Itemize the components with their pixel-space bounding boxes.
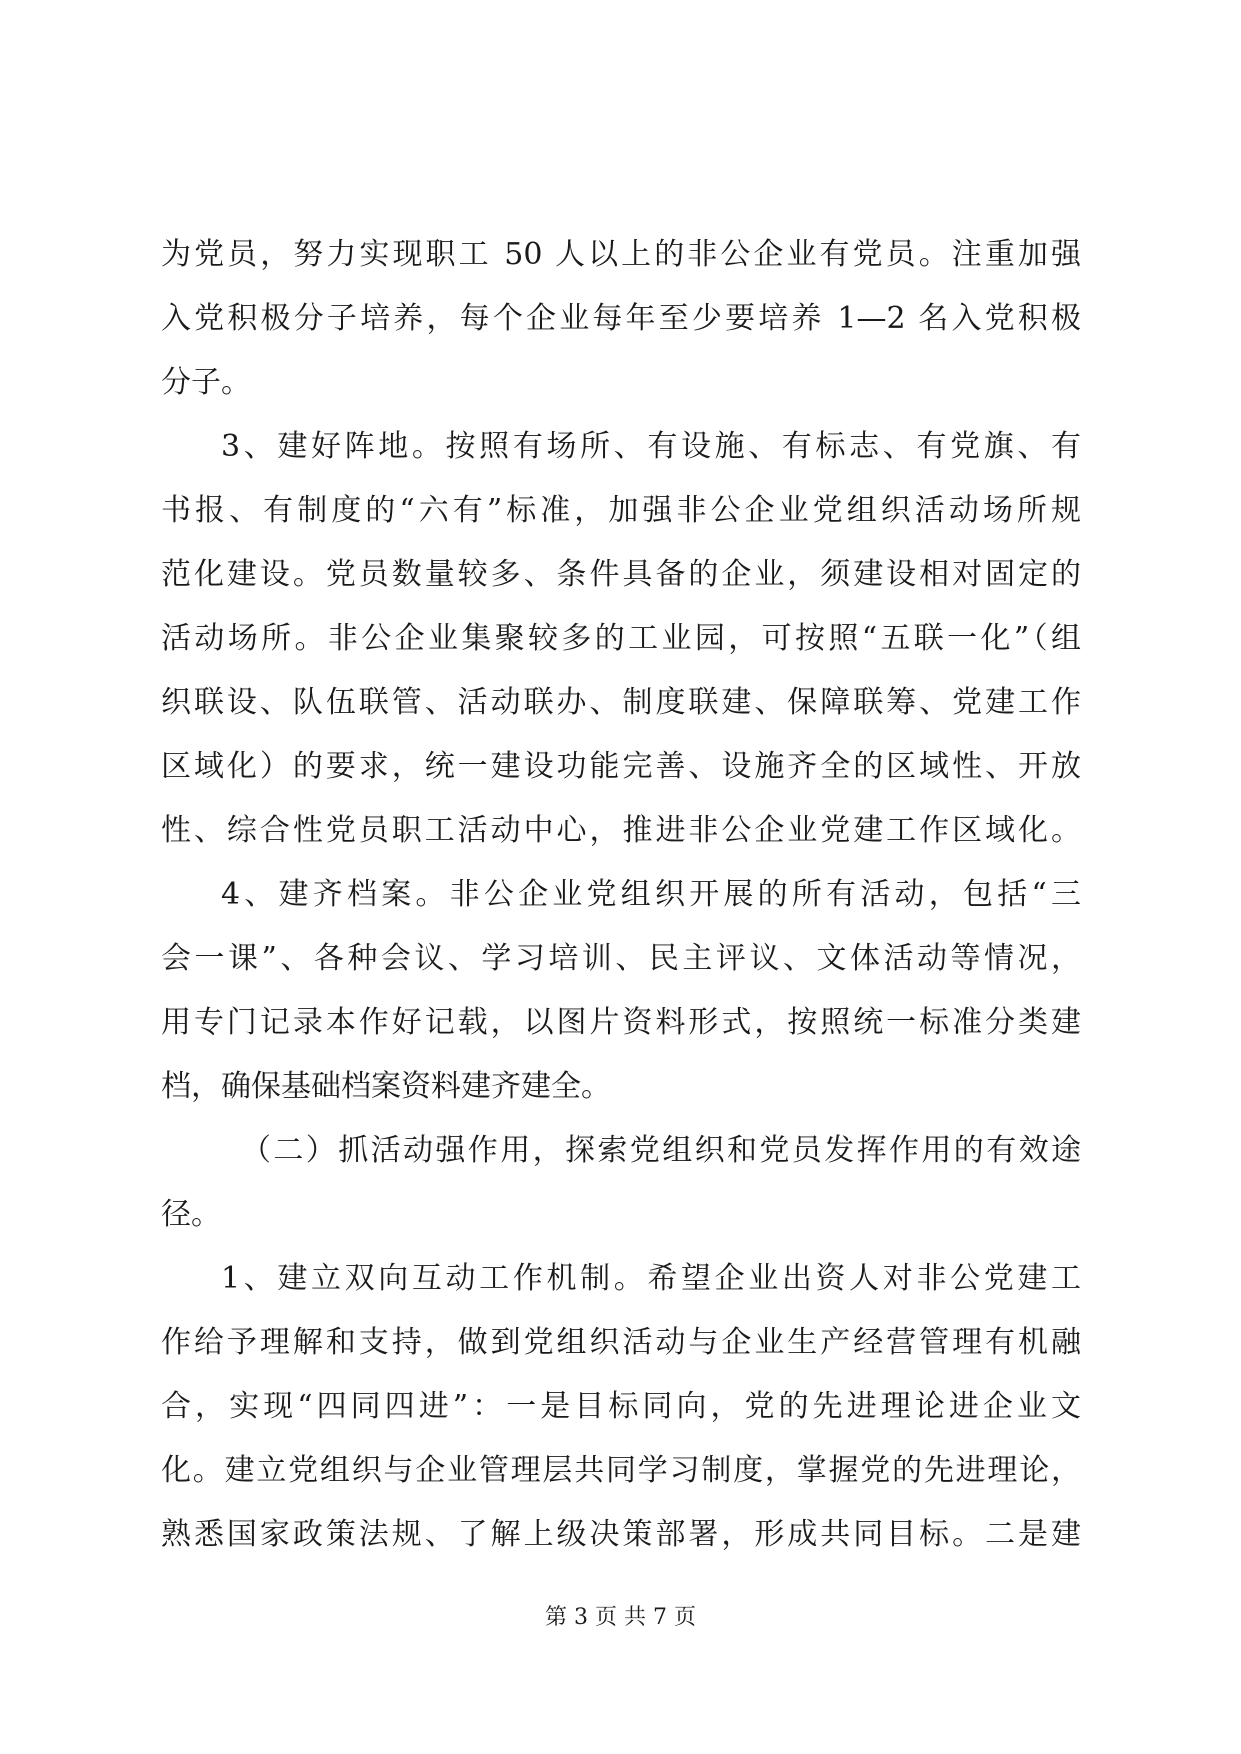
text-line: 用专门记录本作好记载，以图片资料形式，按照统一标准分类建 [161, 1005, 1081, 1040]
text-line: 档，确保基础档案资料建齐建全。 [161, 1069, 611, 1104]
text-line: 范化建设。党员数量较多、条件具备的企业，须建设相对固定的 [161, 557, 1081, 592]
text-line: 入党积极分子培养，每个企业每年至少要培养 1—2 名入党积极 [161, 301, 1081, 336]
text-line: 织联设、队伍联管、活动联办、制度联建、保障联筹、党建工作 [161, 685, 1081, 720]
text-line: 为党员，努力实现职工 50 人以上的非公企业有党员。注重加强 [161, 237, 1081, 272]
text-line: 书报、有制度的“六有”标准，加强非公企业党组织活动场所规 [161, 493, 1081, 528]
text-line: 作给予理解和支持，做到党组织活动与企业生产经营管理有机融 [161, 1325, 1081, 1360]
text-line: 活动场所。非公企业集聚较多的工业园，可按照“五联一化”（组 [161, 621, 1081, 656]
text-line: 径。 [161, 1197, 221, 1232]
body-text [161, 223, 1081, 1567]
page-number-footer: 第 3 页 共 7 页 [545, 1605, 696, 1630]
text-line: 性、综合性党员职工活动中心，推进非公企业党建工作区域化。 [161, 813, 1081, 848]
text-line: 区域化）的要求，统一建设功能完善、设施齐全的区域性、开放 [161, 749, 1081, 784]
text-line: 会一课”、各种会议、学习培训、民主评议、文体活动等情况， [161, 941, 1081, 976]
section-heading-line: （二）抓活动强作用，探索党组织和党员发挥作用的有效途 [241, 1133, 1081, 1168]
text-line: 3、建好阵地。按照有场所、有设施、有标志、有党旗、有 [221, 429, 1081, 464]
text-line: 分子。 [161, 365, 251, 400]
text-line: 4、建齐档案。非公企业党组织开展的所有活动，包括“三 [221, 877, 1081, 912]
text-line: 合，实现“四同四进”：一是目标同向，党的先进理论进企业文 [161, 1389, 1081, 1424]
text-line: 熟悉国家政策法规、了解上级决策部署，形成共同目标。二是建 [161, 1517, 1081, 1552]
text-line: 化。建立党组织与企业管理层共同学习制度，掌握党的先进理论， [161, 1453, 1081, 1488]
text-line: 1、建立双向互动工作机制。希望企业出资人对非公党建工 [221, 1261, 1081, 1296]
